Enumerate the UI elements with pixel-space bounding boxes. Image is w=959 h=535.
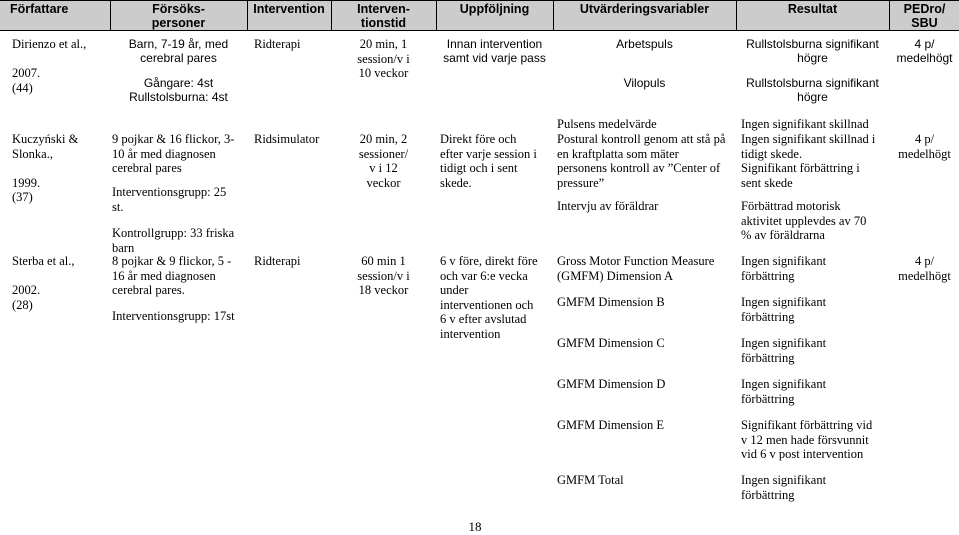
variable-cell: GMFM Total xyxy=(557,473,624,487)
result-cell: Ingen signifikant förbättring xyxy=(741,336,827,365)
result-cell: Rullstolsburna signifikant högre xyxy=(746,76,879,104)
col-header-pedro: PEDro/ SBU xyxy=(903,2,946,30)
col-header-intervention-time: Interven- tionstid xyxy=(357,2,410,30)
intervention-time-cell: 20 min, 2 sessioner/ v i 12 veckor xyxy=(358,132,409,190)
followup-cell: Direkt före och efter varje session i tidigt och i sent skede. xyxy=(440,132,537,190)
result-cell: Ingen signifikant förbättring xyxy=(741,295,827,324)
followup-cell: 6 v före, direkt före och var 6:e vecka under interventionen och 6 v efter avslutad intervention xyxy=(440,254,538,341)
header-top-rule xyxy=(0,0,959,1)
subjects-cell: 9 pojkar & 16 flickor, 3- 10 år med diagnosen cerebral pares xyxy=(112,132,235,175)
result-cell: Ingen signifikant förbättring xyxy=(741,473,827,502)
followup-cell: Innan intervention samt vid varje pass xyxy=(443,37,546,65)
pedro-cell: 4 p/ medelhögt xyxy=(898,132,951,161)
variable-cell: GMFM Dimension D xyxy=(557,377,666,391)
pedro-cell: 4 p/ medelhögt xyxy=(898,254,951,283)
col-header-followup: Uppföljning xyxy=(459,2,530,16)
variable-cell: Arbetspuls xyxy=(616,37,673,51)
variable-cell: Intervju av föräldrar xyxy=(557,199,659,213)
variable-cell: Vilopuls xyxy=(623,76,666,90)
subjects-group-cell: Gångare: 4st Rullstolsburna: 4st xyxy=(129,76,228,104)
result-cell: Rullstolsburna signifikant högre xyxy=(746,37,879,65)
page-number: 18 xyxy=(468,519,482,534)
author-cell: Kuczyński & Slonka., 1999. (37) xyxy=(12,132,79,204)
variable-cell: Pulsens medelvärde xyxy=(557,117,657,131)
intervention-time-cell: 60 min 1 session/v i 18 veckor xyxy=(357,254,410,297)
col-header-intervention: Intervention xyxy=(253,2,325,16)
subjects-cell: Barn, 7-19 år, med cerebral pares xyxy=(128,37,229,65)
author-cell: Sterba et al., 2002. (28) xyxy=(12,254,75,312)
variable-cell: Gross Motor Function Measure (GMFM) Dimension A xyxy=(557,254,715,283)
result-cell: Ingen signifikant förbättring xyxy=(741,254,827,283)
result-cell: Förbättrad motorisk aktivitet upplevdes av 70 % av föräldrarna xyxy=(741,199,867,242)
intervention-cell: Ridterapi xyxy=(254,254,301,268)
variable-cell: Postural kontroll genom att stå på en kraftplatta som mäter personens kontroll av ”Center of pressure” xyxy=(557,132,726,190)
subjects-group-cell: Interventionsgrupp: 17st xyxy=(112,309,235,323)
result-cell: Ingen signifikant förbättring xyxy=(741,377,827,406)
result-cell: Ingen signifikant skillnad xyxy=(741,117,869,131)
variable-cell: GMFM Dimension C xyxy=(557,336,665,350)
author-cell: Dirienzo et al., 2007. (44) xyxy=(12,37,87,95)
subjects-group-cell: Interventionsgrupp: 25 st. xyxy=(112,185,227,214)
col-header-subjects: Försöks- personer xyxy=(151,2,206,30)
variable-cell: GMFM Dimension E xyxy=(557,418,664,432)
col-header-author: Författare xyxy=(10,2,69,16)
result-cell: Signifikant förbättring vid v 12 men hade försvunnit vid 6 v post intervention xyxy=(741,418,873,461)
col-header-result: Resultat xyxy=(787,2,838,16)
header-bottom-rule xyxy=(0,30,959,31)
subjects-control-cell: Kontrollgrupp: 33 friska barn xyxy=(112,226,235,255)
intervention-cell: Ridterapi xyxy=(254,37,301,51)
col-header-variables: Utvärderingsvariabler xyxy=(579,2,710,16)
result-cell: Ingen signifikant skillnad i tidigt skede. Signifikant förbättring i sent skede xyxy=(741,132,876,190)
variable-cell: GMFM Dimension B xyxy=(557,295,665,309)
subjects-cell: 8 pojkar & 9 flickor, 5 - 16 år med diagnosen cerebral pares. xyxy=(112,254,232,297)
pedro-cell: 4 p/ medelhögt xyxy=(896,37,953,65)
intervention-time-cell: 20 min, 1 session/v i 10 veckor xyxy=(357,37,410,80)
intervention-cell: Ridsimulator xyxy=(254,132,320,146)
